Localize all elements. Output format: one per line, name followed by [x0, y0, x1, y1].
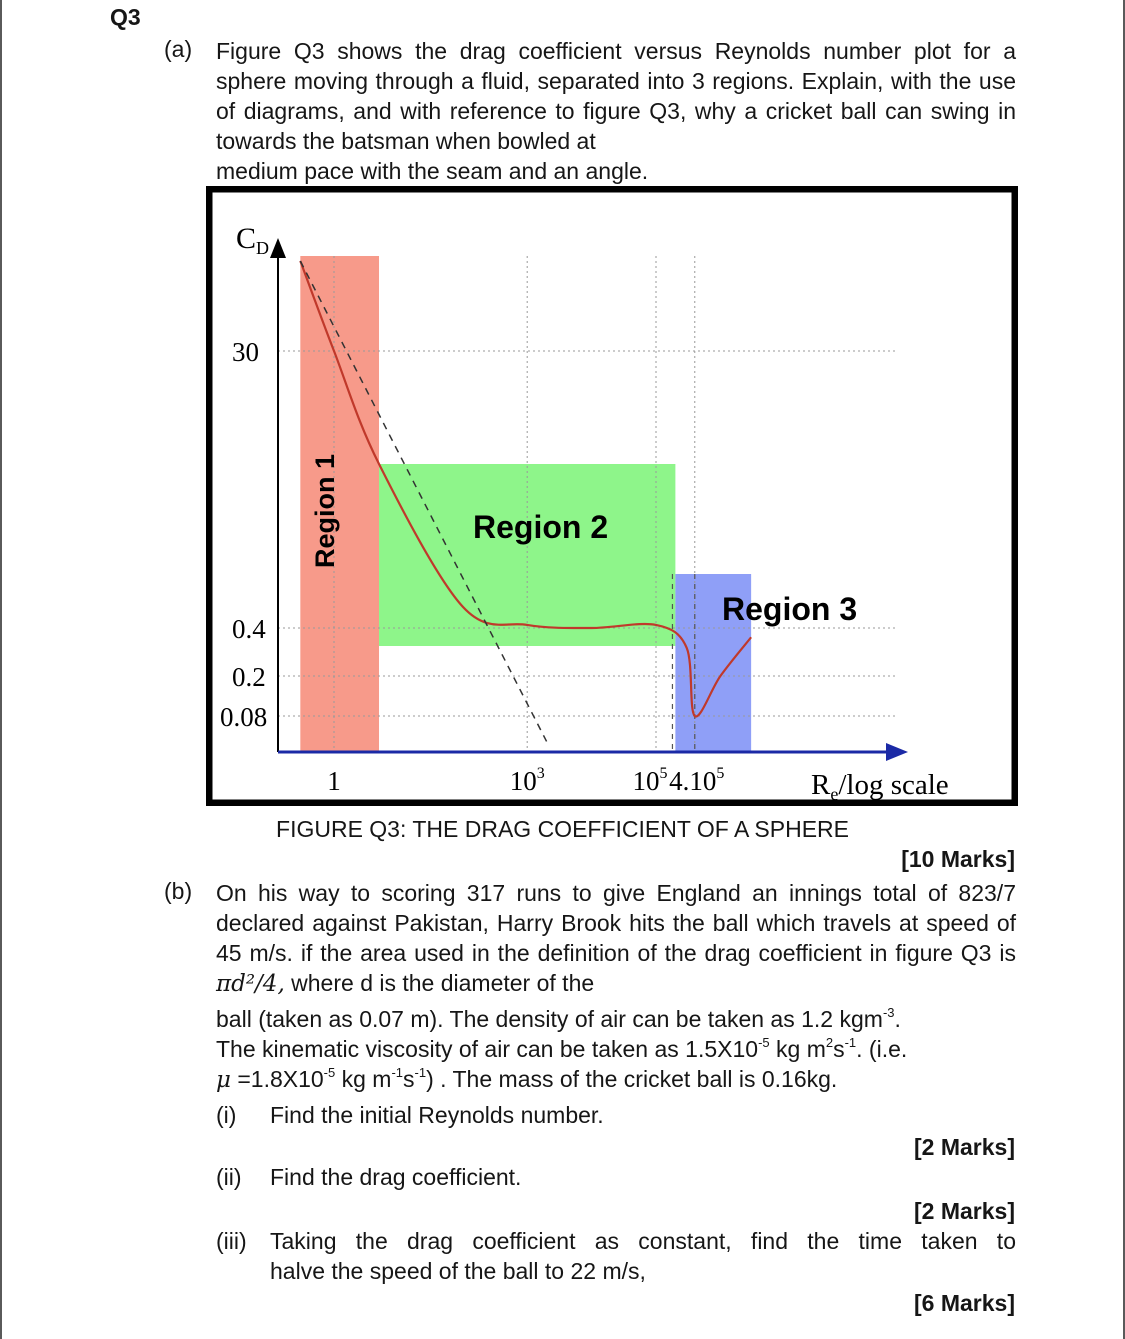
x-tick-1e5-exponent: 5 — [659, 765, 668, 782]
y-tick-label: 0.08 — [220, 702, 268, 732]
sub-i-text: Find the initial Reynolds number. — [270, 1102, 604, 1128]
mu-line — [216, 1066, 837, 1093]
x-tick-4e5: 4.10$^5$ — [669, 765, 725, 796]
density-end: . — [894, 1006, 901, 1032]
mu-exp-3: -1 — [414, 1065, 427, 1081]
density-line — [216, 1006, 901, 1033]
x-axis-label-sub: e — [830, 784, 839, 804]
density-text: ball (taken as 0.07 m). The density of air can be taken as 1.2 kgm — [216, 1006, 883, 1032]
y-axis-label: $C_D$ — [236, 222, 270, 258]
x-tick-1: 1 — [327, 766, 341, 796]
left-border — [0, 0, 2, 1339]
x-axis-label-rest: /log scale — [838, 769, 949, 801]
y-tick-label: 30 — [232, 337, 259, 367]
mass-text: ) . The mass of the cricket ball is 0.16kg. — [426, 1066, 838, 1092]
drag-chart — [206, 186, 1018, 806]
part-b-text — [216, 878, 1016, 999]
viscosity-exp-1: -5 — [758, 1035, 770, 1051]
sub-i-marks: [2 Marks] — [914, 1134, 1015, 1160]
part-a-text — [216, 36, 1016, 186]
region-2-label: Region 2 — [473, 509, 609, 545]
mu-value: =1.8X10 — [230, 1066, 324, 1092]
part-a-marks: [10 Marks] — [901, 846, 1015, 872]
mu-unit-1: kg m — [335, 1066, 392, 1092]
area-formula: πd²/4, — [216, 971, 285, 997]
y-axis-label-sub: D — [256, 238, 270, 258]
part-b-tag: (b) — [164, 878, 193, 904]
mu-exp-1: -5 — [323, 1065, 336, 1081]
figure-q3 — [206, 186, 1018, 806]
question-number: Q3 — [110, 4, 141, 30]
sub-ii-text: Find the drag coefficient. — [270, 1164, 522, 1190]
sub-iii-marks: [6 Marks] — [914, 1290, 1015, 1316]
viscosity-unit-2: s — [833, 1036, 845, 1062]
figure-caption: FIGURE Q3: THE DRAG COEFFICIENT OF A SPHERE — [276, 816, 849, 842]
sub-ii-tag: (ii) — [216, 1164, 242, 1190]
viscosity-end: . (i.e. — [856, 1036, 908, 1062]
sub-i-tag: (i) — [216, 1102, 237, 1128]
y-tick-label: 0.4 — [232, 614, 266, 644]
region-1-label: Region 1 — [310, 453, 340, 568]
mu-symbol: μ — [216, 1067, 231, 1093]
viscosity-unit-1: kg m — [769, 1036, 826, 1062]
x-axis-label: $R_e/\log$ scale — [811, 769, 949, 804]
part-a-body: Figure Q3 shows the drag coefficient versus Reynolds number plot for a sphere moving through a fluid, separated into 3 regions. Explain, with the use of diagrams, and with reference to figure Q3, why a cricket ball can swing in towards the batsman when bowled at — [216, 38, 1016, 154]
region-3-label: Region 3 — [722, 591, 858, 627]
viscosity-text: The kinematic viscosity of air can be taken as 1.5X10 — [216, 1036, 759, 1062]
x-tick-4e5-exponent: 5 — [716, 765, 725, 782]
sub-iii-tag: (iii) — [216, 1228, 247, 1254]
sub-iii-text-2: halve the speed of the ball to 22 m/s, — [270, 1258, 646, 1284]
viscosity-exp-2: 2 — [825, 1035, 834, 1051]
mu-unit-2: s — [403, 1066, 415, 1092]
x-tick-1e3: $10^3$ — [509, 765, 545, 796]
viscosity-line — [216, 1036, 907, 1063]
x-tick-1e3-exponent: 3 — [536, 765, 545, 782]
part-a-tag: (a) — [164, 36, 193, 62]
sub-ii-marks: [2 Marks] — [914, 1198, 1015, 1224]
x-tick-1e5: $10^5$ — [632, 765, 668, 796]
part-b-body: On his way to scoring 317 runs to give England an innings total of 823/7 declared against Pakistan, Harry Brook hits the ball which travels at speed of 45 m/s. if the area used in the definition of the drag coefficient in figure Q3 is — [216, 880, 1016, 966]
part-a-last-line: medium pace with the seam and an angle. — [216, 158, 649, 184]
mu-exp-2: -1 — [391, 1065, 404, 1081]
density-exponent: -3 — [882, 1005, 895, 1021]
viscosity-exp-3: -1 — [844, 1035, 857, 1051]
y-tick-label: 0.2 — [232, 662, 266, 692]
sub-iii-text-1: Taking the drag coefficient as constant, find the time taken to — [270, 1228, 1016, 1254]
part-b-body-2: where d is the diameter of the — [291, 970, 595, 996]
